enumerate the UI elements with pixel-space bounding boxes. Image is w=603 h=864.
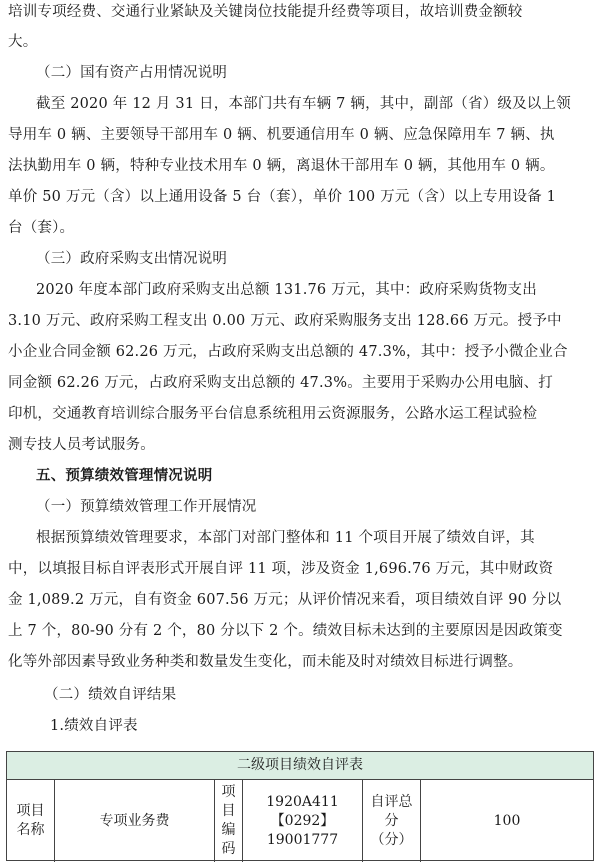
- paragraph-line: 法执勤用车 0 辆，特种专业技术用车 0 辆，离退休干部用车 0 辆，其他用车 0 辆。: [8, 158, 555, 174]
- paragraph-line: 同金额 62.26 万元，占政府采购支出总额的 47.3%。主要用于采购办公用电脑、打: [8, 375, 553, 391]
- label-line: 项目: [16, 803, 45, 819]
- table-title: 二级项目绩效自评表: [7, 752, 593, 780]
- total-score-value: 100: [493, 812, 521, 829]
- section-heading: 1.绩效自评表: [50, 718, 138, 734]
- performance-table: [6, 751, 594, 861]
- paragraph-line: 根据预算绩效管理要求，本部门对部门整体和 11 个项目开展了绩效自评，其: [36, 530, 535, 546]
- section-heading: （三）政府采购支出情况说明: [36, 251, 228, 267]
- label-line: （分）: [370, 831, 413, 848]
- paragraph-line: 上 7 个，80-90 分有 2 个，80 分以下 2 个。绩效目标未达到的主要原因是因政策变: [8, 623, 563, 639]
- code-line: 1920A411: [266, 793, 339, 810]
- total-score-label: [363, 780, 421, 862]
- section-heading: （二）国有资产占用情况说明: [36, 65, 228, 81]
- paragraph-line: 导用车 0 辆、主要领导干部用车 0 辆、机要通信用车 0 辆、应急保障用车 7 辆、执: [8, 127, 555, 143]
- paragraph-line: 金 1,089.2 万元，自有资金 607.56 万元；从评价情况来看，项目绩效自评 90 分以: [8, 592, 562, 608]
- project-code-label: [215, 780, 243, 862]
- label-char: 编: [221, 822, 236, 838]
- paragraph-line: 培训专项经费、交通行业紧缺及关键岗位技能提升经费等项目，故培训费金额较: [8, 4, 523, 20]
- paragraph-line: 台（套）。: [8, 220, 75, 236]
- paragraph-line: 3.10 万元、政府采购工程支出 0.00 万元、政府采购服务支出 128.66 万元。授予中: [8, 313, 562, 329]
- label-line: 自评总: [370, 793, 413, 810]
- paragraph-line: 大。: [8, 34, 38, 50]
- paragraph-line: 化等外部因素导致业务种类和数量发生变化，而未能及时对绩效目标进行调整。: [8, 654, 523, 670]
- chapter-heading: 五、预算绩效管理情况说明: [36, 468, 213, 484]
- code-line: 19001777: [266, 831, 339, 848]
- section-heading: （二）绩效自评结果: [44, 687, 177, 703]
- label-line: 名称: [16, 822, 45, 838]
- paragraph-line: 中，以填报目标自评表形式开展自评 11 项，涉及资金 1,696.76 万元，其中财政资: [8, 561, 554, 577]
- label-char: 目: [221, 803, 236, 819]
- section-heading: （一）预算绩效管理工作开展情况: [36, 499, 257, 515]
- project-code-value: [243, 780, 363, 862]
- paragraph-line: 单价 50 万元（含）以上通用设备 5 台（套），单价 100 万元（含）以上专用设备 1: [8, 189, 557, 205]
- paragraph-line: 测专技人员考试服务。: [8, 437, 155, 453]
- label-char: 码: [221, 841, 236, 857]
- paragraph-line: 印机，交通教育培训综合服务平台信息系统租用云资源服务，公路水运工程试验检: [8, 406, 538, 422]
- label-char: 项: [221, 784, 236, 800]
- paragraph-line: 小企业合同金额 62.26 万元，占政府采购支出总额的 47.3%，其中：授予小微企业合: [8, 344, 568, 360]
- code-line: 【0292】: [270, 812, 335, 829]
- project-name-label: [7, 780, 55, 862]
- label-line: 分: [384, 812, 399, 829]
- paragraph-line: 2020 年度本部门政府采购支出总额 131.76 万元，其中：政府采购货物支出: [36, 282, 537, 298]
- project-name-value: 专项业务费: [55, 780, 215, 862]
- paragraph-line: 截至 2020 年 12 月 31 日，本部门共有车辆 7 辆，其中，副部（省）级及以上领: [36, 96, 571, 112]
